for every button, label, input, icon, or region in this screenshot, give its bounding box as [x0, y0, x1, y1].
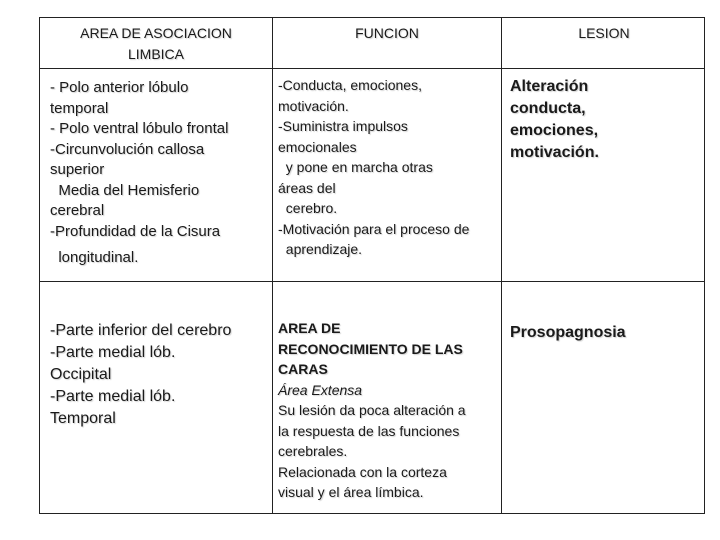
- header-funcion: FUNCION: [355, 25, 419, 41]
- header-area-line-2: LIMBICA: [127, 46, 184, 62]
- row2-lesion-cell: [510, 322, 700, 344]
- row2-area-line: Temporal: [50, 410, 116, 427]
- row1-area-line: cerebral: [50, 202, 105, 219]
- limbic-area-table: [39, 17, 705, 514]
- row1-area-line: - Polo anterior lóbulo: [50, 79, 189, 96]
- row1-funcion-line: -Motivación para el proceso de: [278, 220, 470, 237]
- row1-funcion-line: áreas del: [278, 179, 336, 196]
- row2-funcion-line: Área Extensa: [278, 381, 363, 398]
- row1-area-line: Media del Hemisferio: [50, 181, 200, 199]
- row1-area-line: temporal: [50, 99, 109, 117]
- row2-lesion-line: Prosopagnosia: [510, 324, 626, 341]
- row2-funcion-line: la respuesta de las funciones: [278, 422, 460, 439]
- row2-area-line: -Parte medial lób.: [50, 344, 176, 361]
- row2-funcion-line: visual y el área límbica.: [278, 484, 424, 500]
- row-divider: [40, 281, 704, 282]
- row1-lesion-line: Alteración: [510, 78, 589, 95]
- row2-funcion-line: CARAS: [278, 361, 328, 377]
- column-divider: [272, 18, 273, 513]
- row1-funcion-line: y pone en marcha otras: [278, 159, 433, 175]
- header-lesion: LESION: [578, 25, 630, 41]
- row1-funcion-line: aprendizaje.: [278, 241, 363, 257]
- row-divider: [40, 68, 704, 69]
- row2-area-cell: [50, 320, 272, 430]
- row1-lesion-line: conducta,: [510, 100, 586, 117]
- row1-area-line: -Circunvolución callosa: [50, 140, 205, 158]
- row1-funcion-cell: [278, 75, 500, 260]
- row1-funcion-line: cerebro.: [278, 200, 338, 216]
- row1-lesion-line: emociones,: [510, 122, 599, 139]
- row2-funcion-line: Su lesión da poca alteración a: [278, 402, 466, 418]
- row1-area-line: - Polo ventral lóbulo frontal: [50, 120, 229, 137]
- header-area: [40, 23, 272, 65]
- row1-area-line: superior: [50, 161, 105, 178]
- row2-area-line: Occipital: [50, 366, 112, 383]
- row1-area-line: -Profundidad de la Cisura: [50, 222, 221, 240]
- row1-funcion-line: emocionales: [278, 138, 357, 155]
- row2-funcion-line: cerebrales.: [278, 443, 348, 459]
- header-area-line-1: AREA DE ASOCIACION: [80, 25, 232, 41]
- row1-lesion-cell: [510, 76, 700, 164]
- row1-area-cell: [50, 78, 272, 269]
- row1-area-line: longitudinal.: [50, 249, 139, 266]
- row1-funcion-line: -Conducta, emociones,: [278, 77, 422, 93]
- row2-area-line: -Parte medial lób.: [50, 388, 176, 405]
- row1-lesion-line: motivación.: [510, 144, 599, 161]
- column-divider: [501, 18, 502, 513]
- row1-funcion-line: motivación.: [278, 97, 349, 114]
- row2-funcion-line: RECONOCIMIENTO DE LAS: [278, 340, 463, 357]
- row1-funcion-line: -Suministra impulsos: [278, 118, 408, 134]
- row2-funcion-line: AREA DE: [278, 320, 341, 336]
- row2-funcion-line: Relacionada con la corteza: [278, 463, 447, 480]
- row2-area-line: -Parte inferior del cerebro: [50, 322, 232, 339]
- row2-funcion-cell: [278, 318, 500, 503]
